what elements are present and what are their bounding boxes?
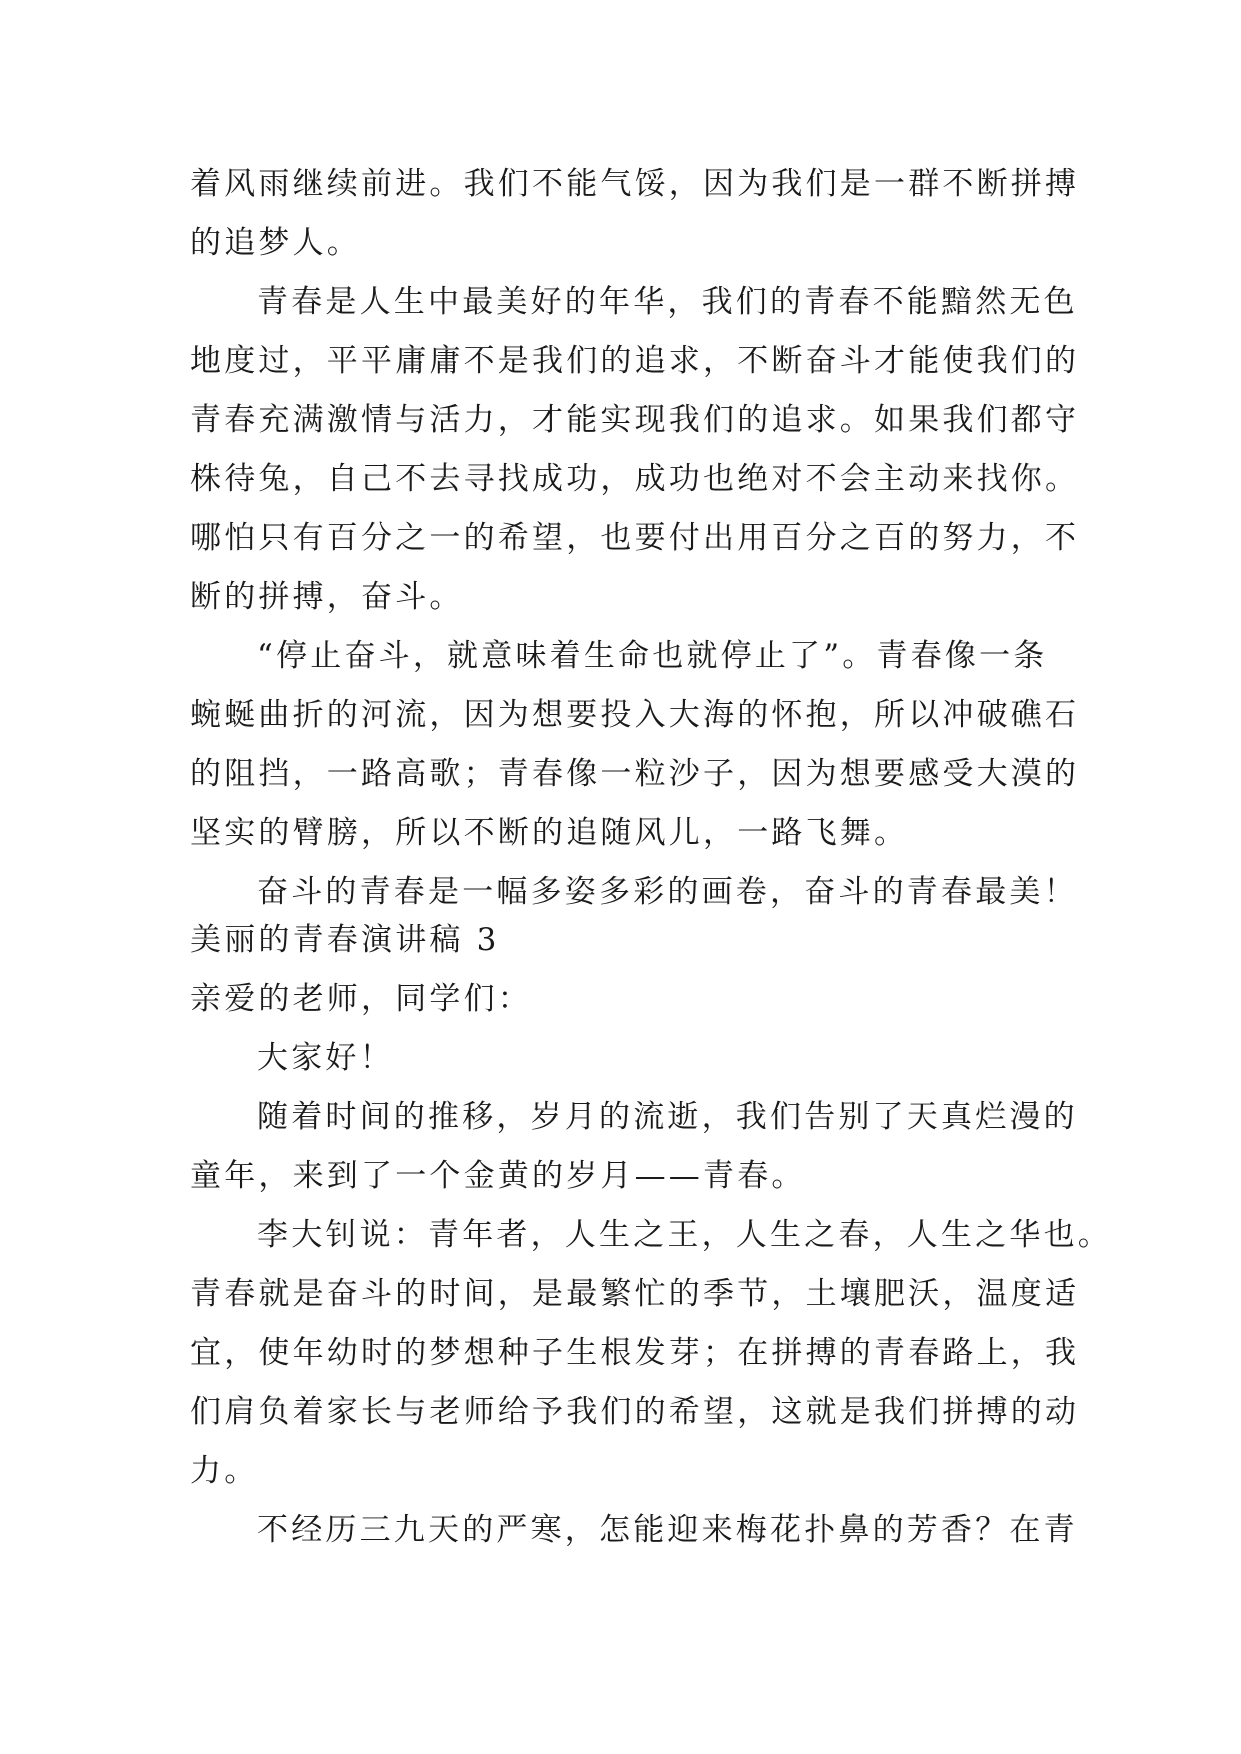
- salutation: 亲爱的老师，同学们：: [190, 981, 532, 1017]
- text-line: 青春充满激情与活力，才能实现我们的追求。如果我们都守: [190, 402, 1080, 438]
- section-heading: 美丽的青春演讲稿 3: [190, 922, 500, 958]
- text-line: 地度过，平平庸庸不是我们的追求，不断奋斗才能使我们的: [190, 343, 1080, 379]
- text-line: 坚实的臂膀，所以不断的追随风儿，一路飞舞。: [190, 815, 909, 851]
- text-line: 蜿蜒曲折的河流，因为想要投入大海的怀抱，所以冲破礁石: [190, 697, 1080, 733]
- text-line: 株待兔，自己不去寻找成功，成功也绝对不会主动来找你。: [190, 461, 1080, 497]
- text-line: 童年，来到了一个金黄的岁月——青春。: [190, 1158, 806, 1194]
- paragraph-first-line: 随着时间的推移，岁月的流逝，我们告别了天真烂漫的: [257, 1099, 1078, 1135]
- text-line: 着风雨继续前进。我们不能气馁，因为我们是一群不断拼搏: [190, 166, 1080, 202]
- text-line: 的追梦人。: [190, 225, 361, 261]
- text-line: 青春就是奋斗的时间，是最繁忙的季节，土壤肥沃，温度适: [190, 1276, 1080, 1312]
- paragraph-first-line: 李大钊说：青年者，人生之王，人生之春，人生之华也。: [257, 1217, 1112, 1253]
- paragraph-first-line: “停止奋斗，就意味着生命也就停止了”。青春像一条: [257, 638, 1048, 674]
- text-line: 宜，使年幼时的梦想种子生根发芽；在拼搏的青春路上，我: [190, 1335, 1080, 1371]
- paragraph-first-line: 青春是人生中最美好的年华，我们的青春不能黯然无色: [257, 284, 1078, 320]
- text-line: 哪怕只有百分之一的希望，也要付出用百分之百的努力，不: [190, 520, 1080, 556]
- greeting: 大家好！: [257, 1040, 394, 1076]
- text-line: 力。: [190, 1453, 259, 1489]
- text-line: 的阻挡，一路高歌；青春像一粒沙子，因为想要感受大漠的: [190, 756, 1080, 792]
- text-line: 断的拼搏，奋斗。: [190, 579, 464, 615]
- text-line: 们肩负着家长与老师给予我们的希望，这就是我们拼搏的动: [190, 1394, 1080, 1430]
- paragraph-first-line: 奋斗的青春是一幅多姿多彩的画卷，奋斗的青春最美！: [257, 874, 1078, 910]
- paragraph-first-line: 不经历三九天的严寒，怎能迎来梅花扑鼻的芳香？在青: [257, 1512, 1078, 1548]
